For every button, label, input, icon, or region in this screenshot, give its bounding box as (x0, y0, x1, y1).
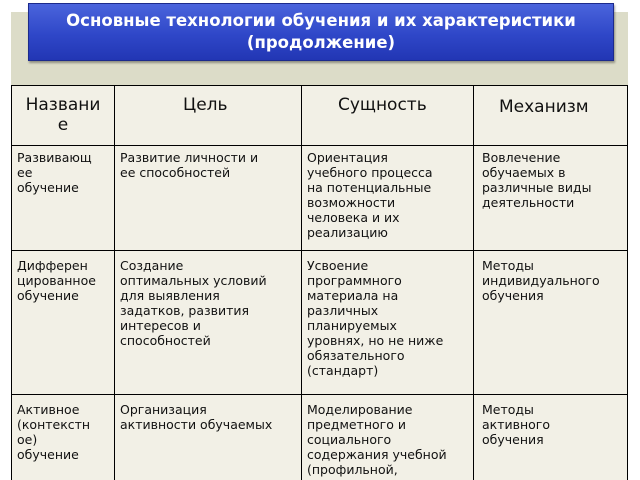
row1-goal-line: ее способностей (120, 165, 231, 180)
row2-mechanism-line: Методы (482, 258, 534, 273)
row2-essence-line: программного (307, 273, 402, 288)
row2-goal (120, 258, 267, 348)
row1-name-line: Развивающ (17, 150, 92, 165)
row1-name-line: ее (17, 165, 33, 180)
title-banner (28, 3, 614, 61)
row3-name-line: Активное (17, 402, 80, 417)
row2-essence-line: Усвоение (307, 258, 369, 273)
row1-goal-line: Развитие личности и (120, 150, 259, 165)
row3-name-line: (контекстн (17, 417, 91, 432)
header-step-mechanism (473, 145, 628, 146)
row1-essence-line: на потенциальные (307, 180, 432, 195)
row2-essence-line: различных (307, 303, 379, 318)
row2-mechanism-line: обучения (482, 288, 544, 303)
row2-goal-line: оптимальных условий (120, 273, 267, 288)
row2-goal-line: задатков, развития (120, 303, 250, 318)
header-name (14, 95, 112, 135)
row1-mechanism-line: деятельности (482, 195, 575, 210)
row2-goal-line: Создание (120, 258, 184, 273)
header-step-essence (301, 145, 473, 146)
row2-mechanism (482, 258, 600, 303)
row2-name (17, 258, 96, 303)
header-step-name (11, 145, 114, 146)
row3-essence-line: социального (307, 432, 392, 447)
row1-goal (120, 150, 258, 180)
row3-mechanism-line: активного (482, 417, 551, 432)
row2-name-line: Дифферен (17, 258, 88, 273)
row2-goal-line: для выявления (120, 288, 220, 303)
row3-essence-line: предметного и (307, 417, 406, 432)
row1-essence-line: человека и их (307, 210, 400, 225)
row1-name (17, 150, 92, 195)
row3-name-line: обучение (17, 447, 79, 462)
row3-name-line: ое) (17, 432, 38, 447)
row3-mechanism-line: обучения (482, 432, 544, 447)
row1-essence-line: учебного процесса (307, 165, 433, 180)
row2-essence-line: (стандарт) (307, 363, 379, 378)
row1-mechanism (482, 150, 591, 210)
row1-mechanism-line: Вовлечение (482, 150, 561, 165)
row3-goal (120, 402, 272, 432)
row2-essence-line: уровнях, но не ниже (307, 333, 444, 348)
row1-name-line: обучение (17, 180, 79, 195)
row3-goal-line: Организация (120, 402, 207, 417)
row3-mechanism-line: Методы (482, 402, 534, 417)
row1-essence-line: возможности (307, 195, 396, 210)
header-essence: Сущность (338, 95, 427, 115)
header-name-line2: е (57, 115, 69, 135)
row3-essence-line: (профильной, (307, 462, 398, 477)
row2-goal-line: способностей (120, 333, 211, 348)
header-step-goal (114, 145, 301, 146)
row3-essence-line: Моделирование (307, 402, 413, 417)
header-goal: Цель (183, 95, 228, 115)
page-title: Основные технологии обучения и их характеристики (продолжение) (66, 11, 576, 52)
row1-essence-line: реализацию (307, 225, 388, 240)
header-name-line1: Названи (25, 95, 101, 115)
row3-essence (307, 402, 447, 477)
row2-essence-line: планируемых (307, 318, 397, 333)
row2-goal-line: интересов и (120, 318, 201, 333)
row3-essence-line: содержания учебной (307, 447, 447, 462)
row1-essence-line: Ориентация (307, 150, 388, 165)
row3-goal-line: активности обучаемых (120, 417, 273, 432)
row2-essence-line: материала на (307, 288, 399, 303)
row2-name-line: цированное (17, 273, 96, 288)
row3-mechanism (482, 402, 550, 447)
row3-name (17, 402, 90, 462)
header-mechanism: Механизм (499, 97, 589, 117)
row1-essence (307, 150, 433, 240)
row2-mechanism-line: индивидуального (482, 273, 600, 288)
row-separator-2 (11, 394, 628, 395)
row2-essence-line: обязательного (307, 348, 405, 363)
row-separator-1 (11, 250, 628, 251)
row2-essence (307, 258, 443, 378)
row1-mechanism-line: различные виды (482, 180, 592, 195)
row2-name-line: обучение (17, 288, 79, 303)
row1-mechanism-line: обучаемых в (482, 165, 566, 180)
